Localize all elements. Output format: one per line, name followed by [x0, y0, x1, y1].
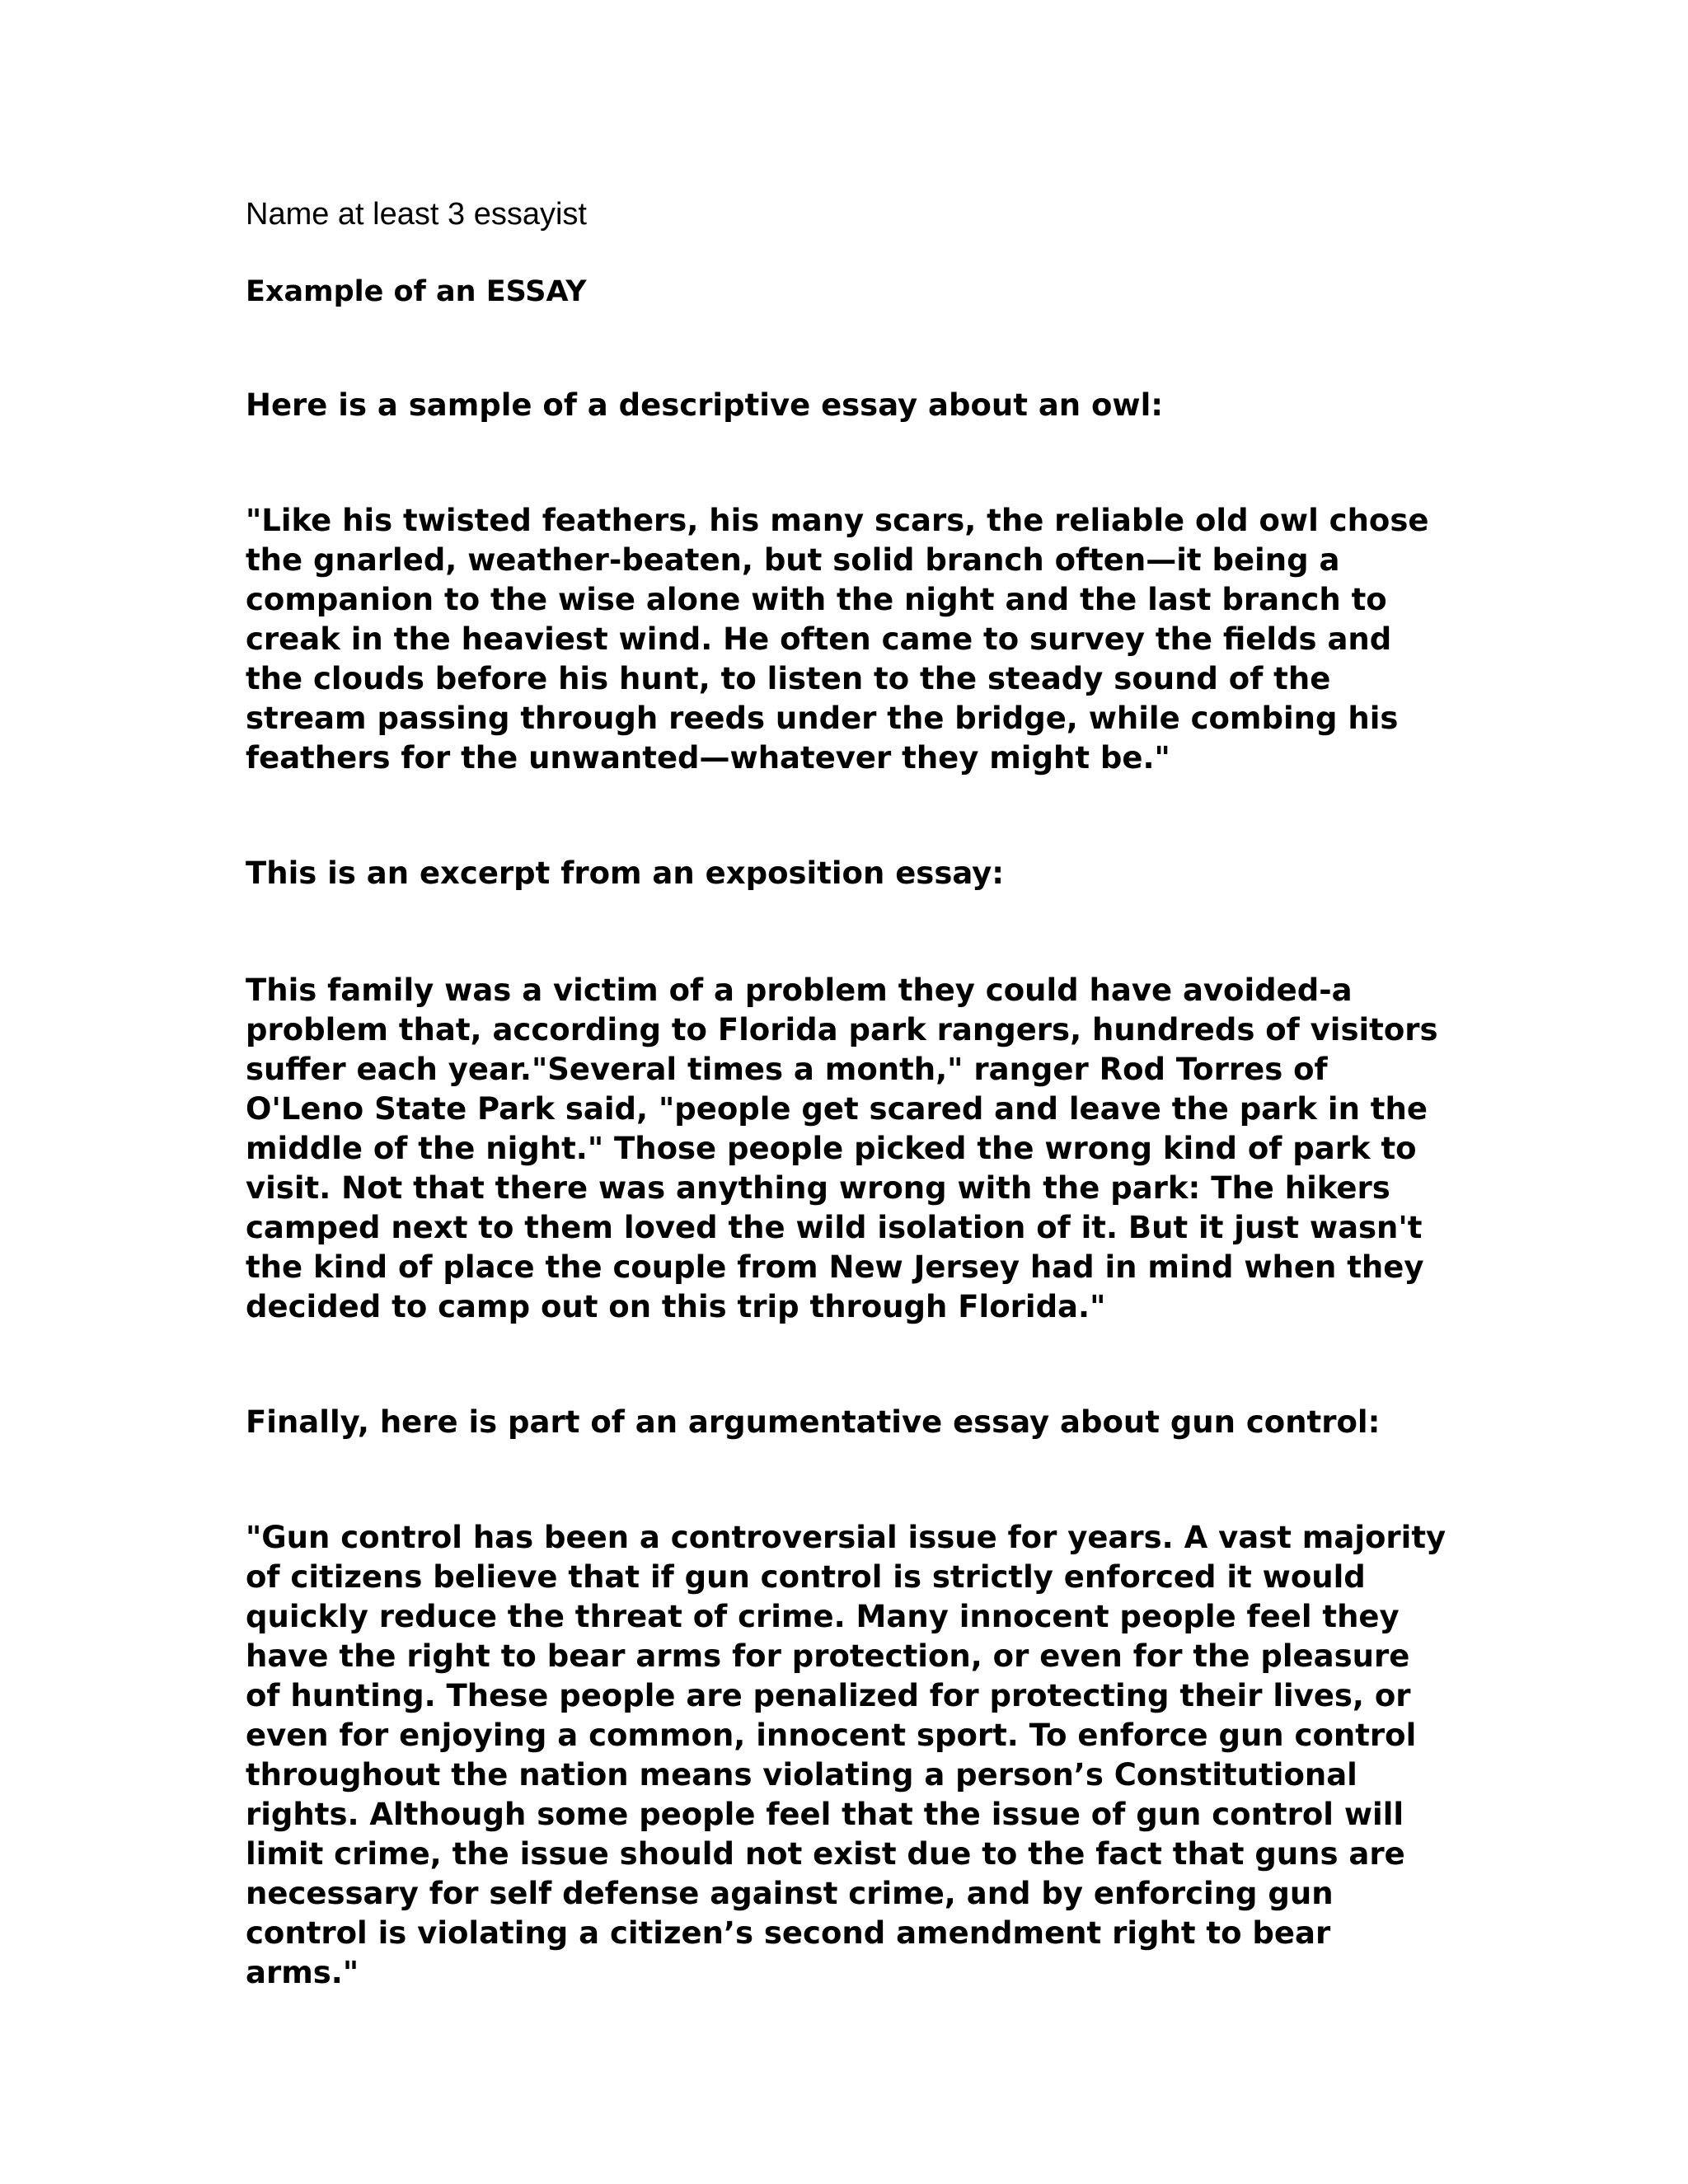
section-heading-descriptive: Here is a sample of a descriptive essay about an owl:: [246, 387, 1164, 423]
document-page: [246, 0, 1449, 2184]
section-text-exposition: This family was a victim of a problem they could have avoided-a problem that, according to Florida park rangers, hundreds of visitors suffer each year."Several times a month," ranger Rod Torres of O'Leno State Park said, "people get scared and leave the park in the middle of the night." Those people picked the wrong kind of park to visit. Not that there was anything wrong with the park: The hikers camped next to them loved the wild isolation of it. But it just wasn't the kind of place the couple from New Jersey had in mind when they decided to camp out on this trip through Florida.": [246, 972, 1438, 1324]
section-heading-exposition: This is an excerpt from an exposition essay:: [246, 855, 1005, 891]
prompt-text: Name at least 3 essayist: [246, 197, 587, 232]
document-title: Example of an ESSAY: [246, 275, 587, 308]
section-heading-argumentative: Finally, here is part of an argumentative essay about gun control:: [246, 1404, 1381, 1440]
section-text-argumentative: "Gun control has been a controversial issue for years. A vast majority of citizens believe that if gun control is strictly enforced it would quickly reduce the threat of crime. Many innocent people feel they have the right to bear arms for protection, or even for the pleasure of hunting. These people are penalized for protecting their lives, or even for enjoying a common, innocent sport. To enforce gun control throughout the nation means violating a person’s Constitutional rights. Although some people feel that the issue of gun control will limit crime, the issue should not exist due to the fact that guns are necessary for self defense against crime, and by enforcing gun control is violating a citizen’s second amendment right to bear arms.": [246, 1520, 1447, 1990]
section-text-descriptive: "Like his twisted feathers, his many scars, the reliable old owl chose the gnarled, weather-beaten, but solid branch often—it being a companion to the wise alone with the night and the last branch to creak in the heaviest wind. He often came to survey the fields and the clouds before his hunt, to listen to the steady sound of the stream passing through reeds under the bridge, while combing his feathers for the unwanted—whatever they might be.": [246, 503, 1429, 776]
